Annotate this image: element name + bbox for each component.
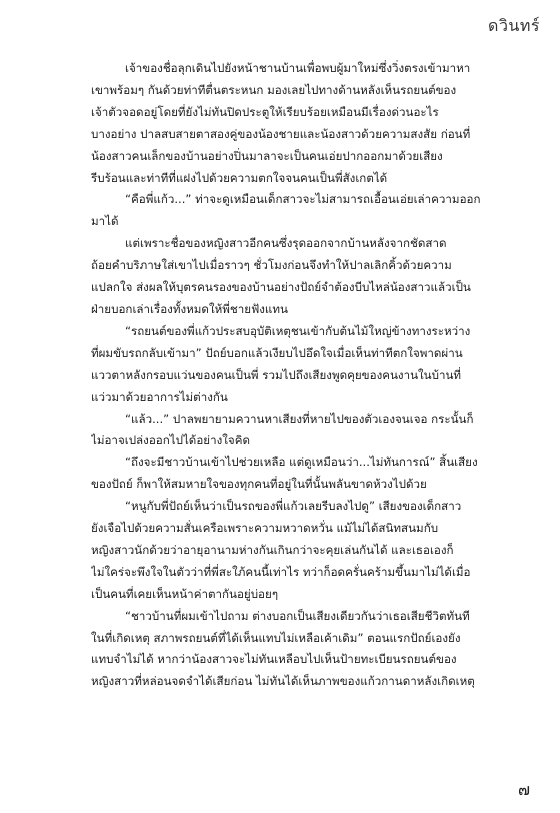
text-line: บางอย่าง ปาลสบสายตาสองคู่ของน้องชายและน้องสาวด้วยความสงสัย ก่อนที่ xyxy=(91,126,471,141)
text-line: “ถึงจะมีชาวบ้านเข้าไปช่วยเหลือ แต่ดูเหมือนว่า...ไม่ทันการณ์” สิ้นเสียง xyxy=(125,455,478,470)
body-text xyxy=(91,58,509,693)
paragraph xyxy=(91,189,509,233)
text-line: “แล้ว...” ปาลพยายามควานหาเสียงที่หายไปของตัวเองจนเจอ กระนั้นก็ xyxy=(125,411,474,426)
text-line: “รถยนต์ของพี่แก้วประสบอุบัติเหตุชนเข้ากับต้นไม้ใหญ่ข้างทางระหว่าง xyxy=(125,323,471,338)
text-line: หญิงสาวนักด้วยว่าอายุอานามห่างกันเกินกว่าจะคุยเล่นกันได้ และเธอเองก็ xyxy=(91,542,454,557)
text-line: ไม่ใคร่จะพึงใจในตัวว่าที่พี่สะใภ้คนนี้เท่าไร ทว่าก็อดครั่นคร้ามขึ้นมาไม่ได้เมื่อ xyxy=(91,564,471,579)
text-line: ยังเจือไปด้วยความสั่นเครือเพราะความหวาดหวั่น แม้ไม่ได้สนิทสนมกับ xyxy=(91,521,439,536)
paragraph xyxy=(91,321,509,409)
text-line: เป็นคนที่เคยเห็นหน้าค่าตากันอยู่บ่อยๆ xyxy=(91,586,279,601)
text-line: ของปัถย์ ก็พาให้สมหายใจของทุกคนที่อยู่ในที่นั้นพลันขาดห้วงไปด้วย xyxy=(91,477,427,492)
text-line: “คือพี่แก้ว...” ท่าจะดูเหมือนเด็กสาวจะไม่สามารถเอื้อนเอ่ยเล่าความออก xyxy=(125,192,481,207)
text-line: เจ้าตัวจอดอยู่โดยที่ยังไม่ทันปิดประตูให้เรียบร้อยเหมือนมีเรื่องด่วนอะไร xyxy=(91,104,439,119)
paragraph xyxy=(91,58,509,189)
text-line: ในที่เกิดเหตุ สภาพรถยนต์ที่ได้เห็นแทบไม่เหลือเค้าเดิม” ตอนแรกปัถย์เองยัง xyxy=(91,630,461,645)
text-line: รีบร้อนและท่าทีที่แฝงไปด้วยความตกใจจนคนเป็นพี่สังเกตได้ xyxy=(91,170,388,185)
text-line: ฝ่ายบอกเล่าเรื่องทั้งหมดให้พี่ชายฟังแทน xyxy=(91,301,288,316)
text-line: แว่วมาด้วยอาการไม่ต่างกัน xyxy=(91,389,228,404)
text-line: หญิงสาวที่หล่อนจดจำได้เสียก่อน ไม่ทันได้เห็นภาพของแก้วกานดาหลังเกิดเหตุ xyxy=(91,674,475,689)
paragraph xyxy=(91,452,509,496)
paragraph xyxy=(91,496,509,606)
text-line: ถ้อยคำบริภาษใส่เขาไปเมื่อราวๆ ชั่วโมงก่อนจึงทำให้ปาลเลิกคิ้วด้วยความ xyxy=(91,258,452,273)
text-line: เขาพร้อมๆ กันด้วยท่าทีตื่นตระหนก มองเลยไปทางด้านหลังเห็นรถยนต์ของ xyxy=(91,82,457,97)
text-line: ที่ผมขับรถกลับเข้ามา” ปัถย์บอกแล้วเงียบไปอึดใจเมื่อเห็นท่าทีตกใจพาดผ่าน xyxy=(91,345,463,360)
text-line: แววตาหลังกรอบแว่นของคนเป็นพี่ รวมไปถึงเสียงพูดคุยของคนงานในบ้านที่ xyxy=(91,367,462,382)
paragraph xyxy=(91,606,509,694)
text-line: แต่เพราะชื่อของหญิงสาวอีกคนซึ่งรุดออกจากบ้านหลังจากชัดสาด xyxy=(125,236,447,251)
paragraph xyxy=(91,233,509,321)
text-line: “หนูกับพี่ปัถย์เห็นว่าเป็นรถของพี่แก้วเลยรีบลงไปดู” เสียงของเด็กสาว xyxy=(125,499,462,514)
text-line: แปลกใจ ส่งผลให้บุตรคนรองของบ้านอย่างปัถย์จำต้องบีบไหล่น้องสาวแล้วเป็น xyxy=(91,280,471,295)
running-header-title: ดวินทร์ xyxy=(488,16,540,35)
text-line: มาได้ xyxy=(91,214,119,229)
text-line: น้องสาวคนเล็กของบ้านอย่างปิ่นมาลาจะเป็นคนเอ่ยปากออกมาด้วยเสียง xyxy=(91,148,443,163)
text-line: เจ้าของชื่อลุกเดินไปยังหน้าชานบ้านเพื่อพบผู้มาใหม่ซึ่งวิ่งตรงเข้ามาหา xyxy=(125,61,471,75)
page-number: ๗ xyxy=(517,780,530,799)
text-line: ไม่อาจเปล่งออกไปได้อย่างใจคิด xyxy=(91,433,250,448)
text-line: แทบจำไม่ได้ หากว่าน้องสาวจะไม่ทันเหลือบไปเห็นป้ายทะเบียนรถยนต์ของ xyxy=(91,652,457,667)
paragraph xyxy=(91,409,509,453)
text-line: “ชาวบ้านที่ผมเข้าไปถาม ต่างบอกเป็นเสียงเดียวกันว่าเธอเสียชีวิตทันที xyxy=(125,608,470,623)
